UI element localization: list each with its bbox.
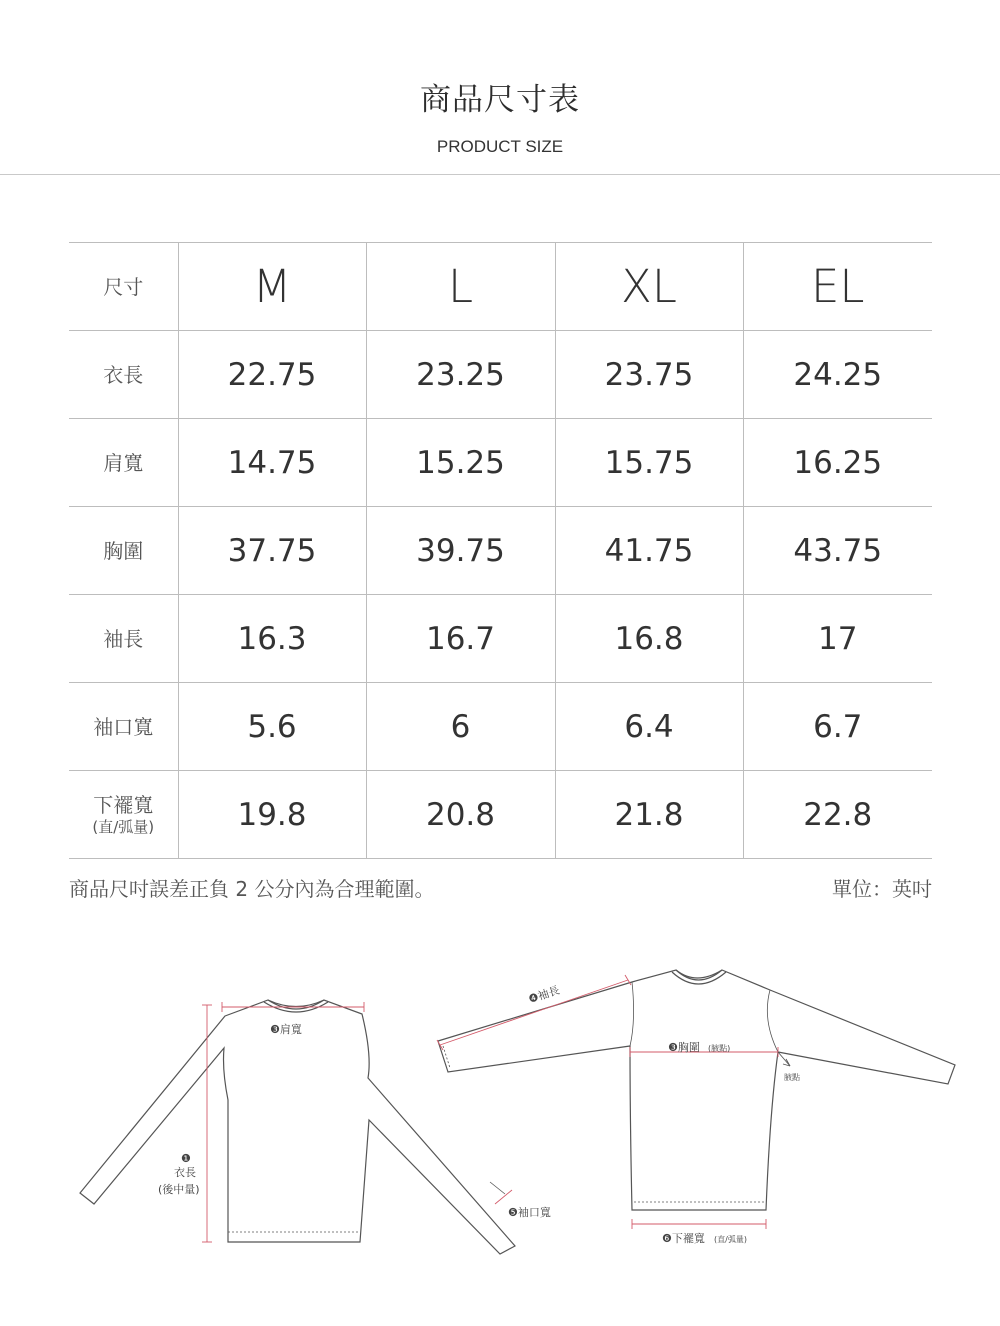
size-xl: XL [555, 243, 743, 331]
table-cell: 16.7 [366, 595, 555, 683]
cuff-measure-line [495, 1190, 512, 1204]
table-cell: 16.3 [178, 595, 366, 683]
hem-label: ❻下襬寬 [662, 1232, 705, 1245]
size-l: L [366, 243, 555, 331]
back-shirt-outline [438, 970, 955, 1210]
table-cell: 21.8 [555, 771, 743, 859]
table-row [69, 683, 932, 771]
row-label: 袖長 [69, 595, 178, 683]
cuff-label: ❺袖口寬 [508, 1206, 551, 1219]
table-cell: 14.75 [178, 419, 366, 507]
table-cell: 20.8 [366, 771, 555, 859]
table-row [69, 331, 932, 419]
row-label: 胸圍 [69, 507, 178, 595]
row-label-main: 下襬寬 [93, 792, 154, 817]
table-cell: 43.75 [743, 507, 932, 595]
sleeve-length-label: ❹袖長 [526, 983, 562, 1006]
table-cell: 16.25 [743, 419, 932, 507]
chest-label: ❸胸圍 [668, 1041, 700, 1054]
corner-label: 尺寸 [69, 243, 178, 331]
table-row [69, 595, 932, 683]
row-label [69, 771, 178, 859]
hem-sublabel: (直/弧量) [714, 1235, 747, 1244]
row-label: 袖口寬 [69, 683, 178, 771]
table-cell: 39.75 [366, 507, 555, 595]
length-number: ❶ [181, 1152, 191, 1165]
table-cell: 24.25 [743, 331, 932, 419]
header-divider [0, 174, 1000, 175]
front-shirt-outline [80, 1000, 515, 1254]
row-label-sub: (直/弧量) [92, 817, 155, 836]
tolerance-note: 商品尺吋誤差正負 2 公分內為合理範圍。 [69, 877, 435, 901]
table-cell: 6.4 [555, 683, 743, 771]
row-label: 肩寬 [69, 419, 178, 507]
table-cell: 16.8 [555, 595, 743, 683]
table-cell: 5.6 [178, 683, 366, 771]
table-cell: 37.75 [178, 507, 366, 595]
size-table [69, 242, 932, 859]
length-sublabel: (後中量) [158, 1183, 200, 1196]
table-cell: 6.7 [743, 683, 932, 771]
armpit-label: 腋點 [784, 1073, 800, 1082]
table-cell: 15.25 [366, 419, 555, 507]
table-cell: 23.75 [555, 331, 743, 419]
table-cell: 23.25 [366, 331, 555, 419]
chest-sublabel: (腋點) [708, 1044, 731, 1053]
sleeve-measure-line [440, 980, 628, 1045]
measurement-diagram [0, 950, 1000, 1300]
table-row [69, 419, 932, 507]
table-cell: 15.75 [555, 419, 743, 507]
shoulder-label: ❸肩寬 [270, 1023, 302, 1036]
size-header-row [69, 243, 932, 331]
table-cell: 22.8 [743, 771, 932, 859]
row-label: 衣長 [69, 331, 178, 419]
page-title: 商品尺寸表 [420, 82, 580, 118]
table-cell: 22.75 [178, 331, 366, 419]
table-row [69, 507, 932, 595]
size-el: EL [743, 243, 932, 331]
table-cell: 6 [366, 683, 555, 771]
length-label: 衣長 [174, 1166, 196, 1179]
table-cell: 19.8 [178, 771, 366, 859]
table-cell: 41.75 [555, 507, 743, 595]
size-m: M [178, 243, 366, 331]
page-subtitle: PRODUCT SIZE [436, 137, 564, 156]
unit-label: 單位：英吋 [832, 877, 932, 901]
table-row [69, 771, 932, 859]
table-cell: 17 [743, 595, 932, 683]
